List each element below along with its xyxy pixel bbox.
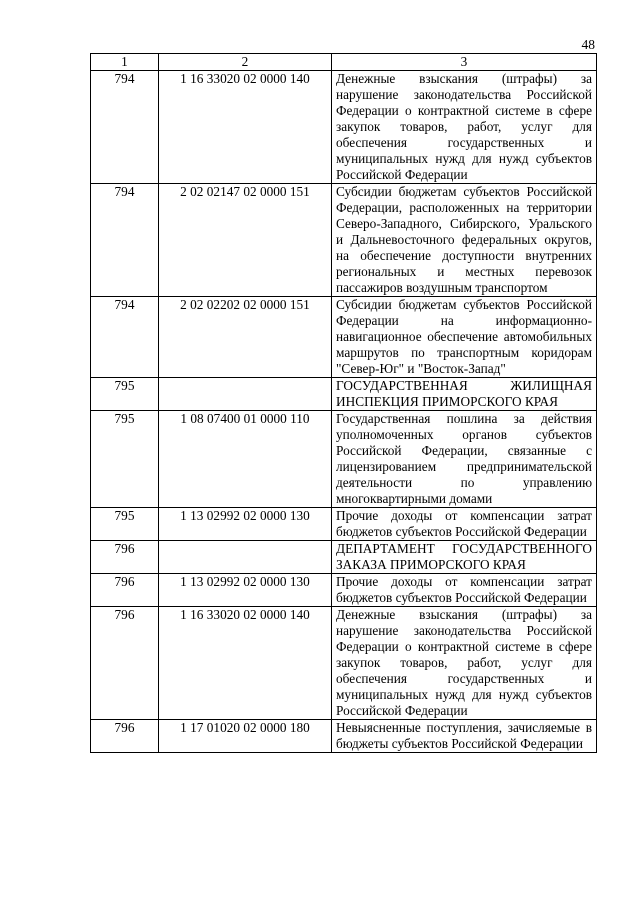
revenue-name-cell: ГОСУДАРСТВЕННАЯ ЖИЛИЩНАЯ ИНСПЕКЦИЯ ПРИМОРСКОГО КРАЯ <box>332 378 597 411</box>
revenue-code-cell: 1 08 07400 01 0000 110 <box>159 411 332 508</box>
table-row <box>91 71 597 184</box>
admin-code-cell: 795 <box>91 378 159 411</box>
table-row <box>91 184 597 297</box>
admin-code-cell: 794 <box>91 71 159 184</box>
revenue-name-cell: Государственная пошлина за действия уполномоченных органов субъектов Российской Федерации, связанные с лицензированием предпринимательской деятельности по управлению многоквартирными домами <box>332 411 597 508</box>
revenue-name-cell: Невыясненные поступления, зачисляемые в бюджеты субъектов Российской Федерации <box>332 720 597 753</box>
admin-code-cell: 796 <box>91 607 159 720</box>
table-row <box>91 297 597 378</box>
revenue-name-cell: Прочие доходы от компенсации затрат бюджетов субъектов Российской Федерации <box>332 508 597 541</box>
revenue-name-cell: Субсидии бюджетам субъектов Российской Федерации на информационно-навигационное обеспечение автомобильных маршрутов по транспортным коридорам "Север-Юг" и "Восток-Запад" <box>332 297 597 378</box>
table-row <box>91 378 597 411</box>
revenue-name-cell: Денежные взыскания (штрафы) за нарушение законодательства Российской Федерации о контрактной системе в сфере закупок товаров, работ, услуг для обеспечения государственных и муниципальных нужд для нужд субъектов Российской Федерации <box>332 607 597 720</box>
revenue-name-cell: Прочие доходы от компенсации затрат бюджетов субъектов Российской Федерации <box>332 574 597 607</box>
revenue-code-cell: 1 13 02992 02 0000 130 <box>159 508 332 541</box>
revenue-name-cell: Субсидии бюджетам субъектов Российской Федерации, расположенных на территории Северо-Западного, Сибирского, Уральского и Дальневосточного федеральных округов, на обеспечение доступности внутренних региональных и местных перевозок пассажиров воздушным транспортом <box>332 184 597 297</box>
revenue-code-cell: 1 17 01020 02 0000 180 <box>159 720 332 753</box>
table-row <box>91 720 597 753</box>
revenue-name-cell: ДЕПАРТАМЕНТ ГОСУДАРСТВЕННОГО ЗАКАЗА ПРИМОРСКОГО КРАЯ <box>332 541 597 574</box>
admin-code-cell: 794 <box>91 297 159 378</box>
column-header-3: 3 <box>332 54 597 71</box>
table-row <box>91 508 597 541</box>
admin-code-cell: 795 <box>91 508 159 541</box>
admin-code-cell: 796 <box>91 541 159 574</box>
admin-code-cell: 796 <box>91 574 159 607</box>
table-row <box>91 607 597 720</box>
page-number: 48 <box>581 37 595 52</box>
admin-code-cell: 795 <box>91 411 159 508</box>
admin-code-cell: 796 <box>91 720 159 753</box>
column-header-1: 1 <box>91 54 159 71</box>
revenue-code-cell: 2 02 02202 02 0000 151 <box>159 297 332 378</box>
table-row <box>91 574 597 607</box>
revenue-name-cell: Денежные взыскания (штрафы) за нарушение законодательства Российской Федерации о контрактной системе в сфере закупок товаров, работ, услуг для обеспечения государственных и муниципальных нужд для нужд субъектов Российской Федерации <box>332 71 597 184</box>
table-row <box>91 541 597 574</box>
admin-code-cell: 794 <box>91 184 159 297</box>
revenue-code-cell <box>159 378 332 411</box>
revenue-code-cell: 1 13 02992 02 0000 130 <box>159 574 332 607</box>
table-row <box>91 411 597 508</box>
revenue-code-cell: 1 16 33020 02 0000 140 <box>159 607 332 720</box>
revenue-codes-table <box>90 53 597 753</box>
revenue-code-cell <box>159 541 332 574</box>
table-header-row <box>91 54 597 71</box>
column-header-2: 2 <box>159 54 332 71</box>
revenue-code-cell: 2 02 02147 02 0000 151 <box>159 184 332 297</box>
revenue-code-cell: 1 16 33020 02 0000 140 <box>159 71 332 184</box>
